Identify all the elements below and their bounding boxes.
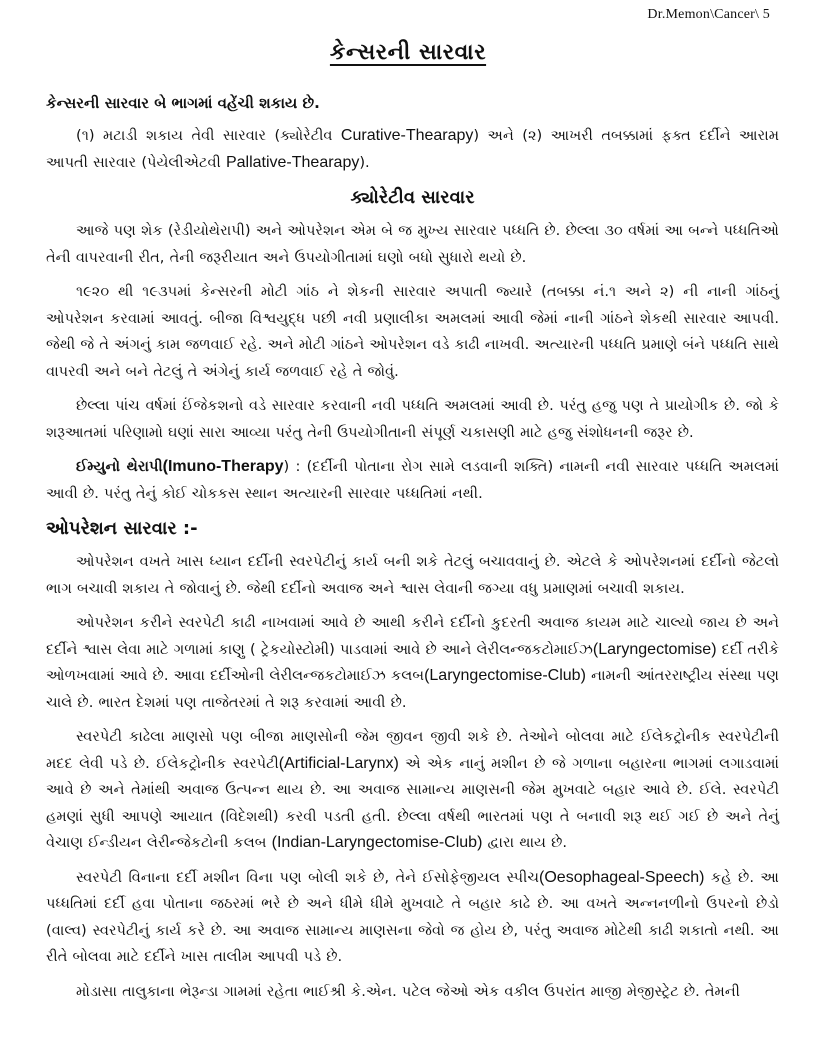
p7-text-b: દર્દી તરીકે ઓળખવામાં આવે છે. આવા દર્દીઓની લેરીલન્જકટોમાઈઝ કલબ	[46, 640, 780, 684]
p7-text-b-en: (Laryngectomise-Club)	[424, 667, 586, 684]
p7-text-a: ઓપરેશન કરીને સ્વરપેટી કાઢી નાખવામાં આવે છે આથી કરીને દર્દીનો કુદરતી અવાજ કાયમ માટે ચાલ્યો જાય છે અને દર્દીને શ્વાસ લેવા માટે ગળામાં કાણુ ( ટ્રેકયોસ્ટોમી) પાડવામાં આવે છે આને લેરીલન્જકટોમાઈઝ	[46, 614, 779, 658]
p8-text-b: એ એક નાનું મશીન છે જે ગળાના બહારના ભાગમાં લગાડવામાં આવે છે અને તેમાંથી અવાજ ઉત્પન્ન થાય છે. આ અવાજ સામાન્ય માણસની જેમ મુખવાટે બહાર આવે છે. ઈલે. સ્વરપેટી હમણાં સુધી આપણે આયાત (વિદેશથી) કરવી પડતી હતી. છેલ્લા વર્ષથી ભારતમાં પણ તે બનાવી શરૂ થઈ ગઈ છે અને તેનું વેચાણ ઈન્ડીયન લેરીન્જેકટોની કલબ	[46, 754, 779, 851]
intro-line: કેન્સરની સારવાર બે ભાગમાં વહેંચી શકાય છે.	[46, 94, 320, 112]
paragraph-laryngectomy	[46, 610, 779, 716]
p9-text-a: સ્વરપેટી વિનાના દર્દી મશીન વિના પણ બોલી શકે છે, તેને ઈસોફેજીયલ સ્પીચ	[76, 868, 540, 886]
paragraph-history: ૧૯૨૦ થી ૧૯૩૫માં કેન્સરની મોટી ગાંઠ ને શેકની સારવાર અપાતી જ્યારે (તબક્કા નં.૧ અને ૨) ની નાની ગાંઠનું ઓપરેશન કરવામાં આવતું. બીજા વિશ્વયુદ્ધ પછી નવી પ્રણાલીકા અમલમાં આવી જેમાં નાની ગાંઠને શેકથી સારવાર આપવી. જેથી જે તે અંગનું કામ જળવાઈ રહે. અને મોટી ગાંઠને ઓપરેશન વડે કાઢી નાખવી. અત્યારની પધ્ધતિ પ્રમાણે બંને પધ્ધતિ સાથે વાપરવી અને બને તેટલું તે અંગેનું કાર્ય જળવાઈ રહે તે જોવું.	[46, 283, 779, 380]
p5-text-b: ) : (દર્દીની પોતાના રોગ સામે લડવાની શક્તિ) નામની નવી સારવાર પધ્ધતિ અમલમાં આવી છે. પરંતુ તેનું કોઈ ચોકકસ સ્થાન અત્યારની સારવાર પધ્ધતિમાં નથી.	[46, 458, 779, 502]
p7-text-a-en: (Laryngectomise)	[592, 640, 717, 658]
p1-text-b: ) અને (૨) આખરી તબક્કામાં ફક્ત દર્દીને આરામ આપતી સારવાર (પેયેલીએટવી	[46, 127, 779, 171]
p1-text-a: (૧) મટાડી શકાય તેવી સારવાર (ક્યોરેટીવ	[76, 127, 341, 144]
p9-text-a-en: (Oesophageal-Speech)	[539, 868, 705, 886]
paragraph-patient-story: મોડાસા તાલુકાના ભેરૂન્ડા ગામમાં રહેતા ભાઈશ્રી કે.એન. પટેલ જેઓ એક વકીલ ઉપરાંત માજી મેજીસ્ટ્રેટ છે. તેમની	[76, 982, 740, 1000]
document-body	[46, 90, 779, 1013]
paragraph-main-methods: આજે પણ શેક (રેડીયોથેરાપી) અને ઓપરેશન એમ બે જ મુખ્ય સારવાર પધ્ધતિ છે. છેલ્લા ૩૦ વર્ષમાં આ બન્ને પધ્ધતિઓ તેની વાપરવાની રીત, તેની જરૂરીયાત અને ઉપયોગીતામાં ઘણો બધો સુધારો થયો છે.	[46, 222, 779, 266]
p8-text-b-en: (Indian-Laryngectomise-Club)	[271, 834, 483, 851]
heading-curative: ક્યોરેટીવ સારવાર	[350, 187, 475, 208]
heading-operation: ઓપરેશન સારવાર :-	[46, 518, 198, 539]
p1-text-c: ).	[359, 153, 370, 171]
page-title: કેન્સરની સારવાર	[329, 40, 487, 65]
paragraph-immunotherapy	[46, 454, 779, 507]
p1-text-b-en: Pallative-Thearapy	[225, 153, 360, 171]
p8-text-a-en: (Artificial-Larynx)	[278, 754, 399, 772]
p9-text-b: કહે છે. આ પધ્ધતિમાં દર્દી હવા પોતાના જઠરમાં ભરે છે અને ધીમે ધીમે મુખવાટે તે બહાર કાઢે છે. આ વખતે અન્નનળીનો ઉપરનો છેડો (વાલ્વ) સ્વરપેટીનું કાર્ય કરે છે. આ અવાજ સામાન્ય માણસના જેવો જ હોય છે, પરંતુ અવાજ મોટેથી કાઢી શકાતો નથી. આ રીતે બોલવા માટે દર્દીને ખાસ તાલીમ આપવી પડે છે.	[46, 868, 779, 965]
paragraph-operation-care: ઓપરેશન વખતે ખાસ ધ્યાન દર્દીની સ્વરપેટીનું કાર્ય બની શકે તેટલું બચાવવાનું છે. એટલે કે ઓપરેશનમાં દર્દીનો જેટલો ભાગ બચાવી શકાય તે જોવાનું છે. જેથી દર્દીનો અવાજ અને શ્વાસ લેવાની જગ્યા વધુ પ્રમાણમાં બચાવી શકાય.	[46, 553, 779, 597]
p7-text-c: નામની આંતરરાષ્ટ્રીય સંસ્થા પણ ચાલે છે. ભારત દેશમાં પણ તાજેતરમાં તે શરૂ કરવામાં આવી છે.	[46, 667, 779, 711]
paragraph-injections: છેલ્લા પાંચ વર્ષમાં ઈંજેકશનો વડે સારવાર કરવાની નવી પધ્ધતિ અમલમાં આવી છે. પરંતુ હજુ પણ તે પ્રાયોગીક છે. જો કે શરૂઆતમાં પરિણામો ઘણાં સારા આવ્યા પરંતુ તેની ઉપયોગીતાની સંપૂર્ણ ચકાસણી માટે હજુ સંશોધનની જરૂર છે.	[46, 397, 779, 441]
p5-text-a: ઈમ્યુનો થેરાપી	[76, 458, 163, 475]
p8-text-c: દ્વારા થાય છે.	[482, 834, 568, 851]
p1-text-a-en: Curative-Thearapy	[340, 127, 474, 144]
paragraph-treatment-types	[46, 123, 779, 176]
running-head: Dr.Memon\Cancer\ 5	[647, 7, 770, 22]
p5-text-a-en: (Imuno-Therapy	[162, 458, 284, 475]
paragraph-artificial-larynx	[46, 724, 779, 857]
p8-text-a: સ્વરપેટી કાઢેલા માણસો પણ બીજા માણસોની જેમ જીવન જીવી શકે છે. તેઓને બોલવા માટે ઈલેકટ્રોનીક સ્વરપેટીની મદદ લેવી પડે છે. ઈલેકટ્રોનીક સ્વરપેટી	[46, 728, 779, 772]
paragraph-oesophageal-speech	[46, 865, 779, 971]
